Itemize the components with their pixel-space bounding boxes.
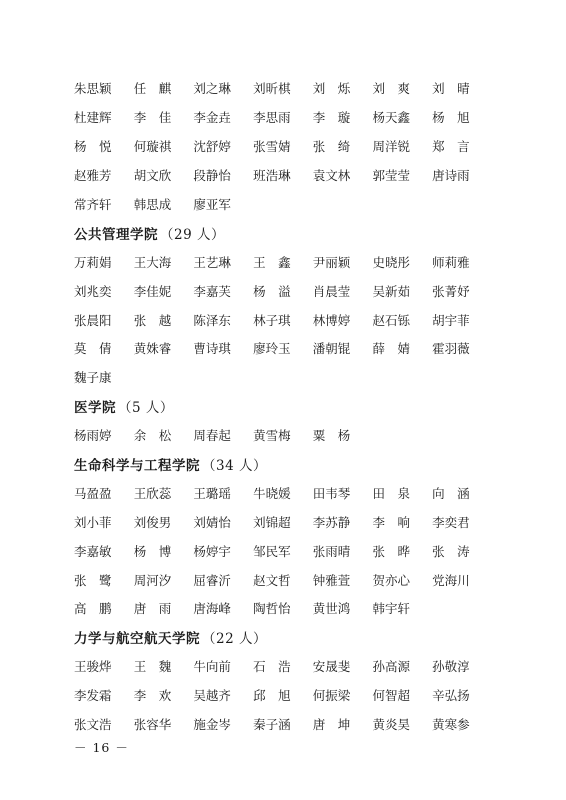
student-name: 石 浩 — [253, 659, 291, 675]
student-name: 张 涛 — [432, 543, 470, 559]
section-title — [74, 392, 514, 421]
section-count: （5 人） — [118, 400, 174, 417]
student-name: 杨 博 — [133, 543, 172, 559]
student-name: 施金岑 — [193, 717, 231, 733]
student-name: 魏子康 — [74, 370, 112, 386]
names-row — [74, 276, 514, 305]
student-name: 屈睿沂 — [193, 572, 231, 588]
student-name: 陶哲怡 — [253, 601, 291, 617]
student-name: 钟雅萱 — [312, 572, 351, 588]
student-name: 李 佳 — [133, 110, 172, 126]
section-count: （29 人） — [160, 226, 225, 243]
student-name: 刘 晴 — [432, 81, 470, 97]
student-name: 潘朝锟 — [312, 341, 351, 357]
student-name: 刘 爽 — [372, 81, 410, 97]
student-name: 王骏烨 — [74, 659, 112, 675]
student-name: 刘之琳 — [193, 81, 231, 97]
names-row — [74, 565, 514, 594]
student-name: 陈泽东 — [193, 312, 231, 328]
names-row — [74, 334, 514, 363]
student-name: 周春起 — [193, 428, 231, 444]
student-name: 黄世鸿 — [312, 601, 351, 617]
student-name: 刘锦超 — [253, 514, 291, 530]
student-name: 任 麒 — [133, 81, 172, 97]
student-name: 张菁妤 — [432, 283, 470, 299]
page-number: － 16 － — [74, 740, 129, 755]
names-row — [74, 421, 514, 450]
student-name: 李 欢 — [133, 688, 172, 704]
student-name: 李嘉敏 — [74, 543, 112, 559]
student-name: 莫 倩 — [74, 341, 112, 357]
student-name: 李佳妮 — [133, 283, 172, 299]
student-name: 吴越齐 — [193, 688, 231, 704]
student-name: 唐诗雨 — [432, 168, 470, 184]
student-name: 薛 婧 — [372, 341, 410, 357]
student-name: 林子琪 — [253, 312, 291, 328]
names-row — [74, 363, 514, 392]
student-name: 廖亚军 — [193, 197, 231, 212]
student-name: 张 越 — [133, 312, 172, 328]
student-name: 赵雅芳 — [74, 168, 112, 184]
student-name: 唐 雨 — [133, 601, 172, 617]
student-name: 张容华 — [133, 717, 172, 733]
student-name: 何振梁 — [312, 688, 351, 704]
student-name: 郭莹莹 — [372, 168, 410, 184]
student-name: 常齐轩 — [74, 197, 112, 212]
names-row — [74, 132, 514, 161]
student-name: 刘兆奕 — [74, 283, 112, 299]
student-name: 张雪婧 — [253, 139, 291, 155]
student-name: 杨婷宇 — [193, 543, 231, 559]
student-name: 杨 悦 — [74, 139, 112, 155]
student-name: 吴新茹 — [372, 283, 410, 299]
student-name: 刘俊男 — [133, 514, 172, 530]
section-name: 医学院 — [74, 400, 116, 417]
student-name: 李苏静 — [312, 514, 351, 530]
student-name: 王 鑫 — [253, 254, 291, 270]
student-name: 王艺琳 — [193, 254, 231, 270]
student-name: 周河汐 — [133, 572, 172, 588]
student-name: 唐海峰 — [193, 601, 231, 617]
student-name: 周洋锐 — [372, 139, 410, 155]
student-name: 沈舒婷 — [193, 139, 231, 155]
student-name: 刘小菲 — [74, 514, 112, 530]
names-row — [74, 161, 514, 190]
student-name: 朱思颖 — [74, 81, 112, 97]
student-name: 刘婧怡 — [193, 514, 231, 530]
student-name: 霍羽薇 — [432, 341, 470, 357]
student-name: 赵文哲 — [253, 572, 291, 588]
student-name: 张雨晴 — [312, 543, 351, 559]
student-name: 王 魏 — [133, 659, 172, 675]
section-name: 力学与航空航天学院 — [74, 631, 200, 648]
student-name: 李奕君 — [432, 514, 470, 530]
student-name: 曹诗琪 — [193, 341, 231, 357]
student-name: 张文浩 — [74, 717, 112, 733]
student-name: 李嘉芙 — [193, 283, 231, 299]
student-name: 杨 溢 — [253, 283, 291, 299]
student-name: 李 璇 — [312, 110, 351, 126]
names-row — [74, 478, 514, 507]
student-name: 粟 杨 — [312, 428, 351, 444]
section-title — [74, 623, 514, 652]
student-name: 马盈盈 — [74, 485, 112, 501]
student-name: 张 绮 — [312, 139, 351, 155]
student-name: 邱 旭 — [253, 688, 291, 704]
section-name: 生命科学与工程学院 — [74, 458, 200, 475]
student-name: 张 鹭 — [74, 572, 112, 588]
student-name: 黄寒参 — [432, 717, 470, 733]
student-name: 余 松 — [133, 428, 172, 444]
student-name: 廖玲玉 — [253, 341, 291, 357]
student-name: 杨天鑫 — [372, 110, 410, 126]
names-row — [74, 247, 514, 276]
names-row — [74, 507, 514, 536]
student-name: 牛晓媛 — [253, 485, 291, 501]
student-name: 辛弘扬 — [432, 688, 470, 704]
names-row — [74, 190, 514, 219]
student-name: 何智超 — [372, 688, 410, 704]
section-count: （34 人） — [202, 458, 267, 475]
student-name: 刘昕棋 — [253, 81, 291, 97]
student-name: 李金垚 — [193, 110, 231, 126]
student-name: 韩宇轩 — [372, 601, 410, 617]
student-name: 王璐瑶 — [193, 485, 231, 501]
student-name: 田韦琴 — [312, 485, 351, 501]
student-name: 万莉娟 — [74, 254, 112, 270]
student-name: 杜建辉 — [74, 110, 112, 126]
names-row — [74, 103, 514, 132]
student-name: 袁文林 — [312, 168, 351, 184]
section-title — [74, 218, 514, 247]
names-row — [74, 710, 514, 739]
student-name: 肖晨莹 — [312, 283, 351, 299]
section-count: （22 人） — [202, 631, 267, 648]
student-name: 秦子涵 — [253, 717, 291, 733]
student-name: 尹丽颖 — [312, 254, 351, 270]
student-name: 王欣蕊 — [133, 485, 172, 501]
student-name: 孙敬淳 — [432, 659, 470, 675]
student-name: 何璇祺 — [133, 139, 172, 155]
names-row — [74, 594, 514, 623]
student-name: 田 泉 — [372, 485, 410, 501]
student-name: 杨雨婷 — [74, 428, 112, 444]
names-row — [74, 305, 514, 334]
student-name: 杨 旭 — [432, 110, 470, 126]
student-name: 贺亦心 — [372, 572, 410, 588]
student-name: 郑 言 — [432, 139, 470, 155]
student-name: 班浩琳 — [253, 168, 291, 184]
student-name: 林博婷 — [312, 312, 351, 328]
names-row — [74, 536, 514, 565]
student-name: 向 涵 — [432, 485, 470, 501]
award-list — [74, 74, 514, 738]
student-name: 黄姝睿 — [133, 341, 172, 357]
student-name: 唐 坤 — [312, 717, 351, 733]
student-name: 高 鹏 — [74, 601, 112, 617]
names-row — [74, 681, 514, 710]
student-name: 胡文欣 — [133, 168, 172, 184]
student-name: 黄雪梅 — [253, 428, 291, 444]
student-name: 师莉雅 — [432, 254, 470, 270]
student-name: 邹民军 — [253, 543, 291, 559]
student-name: 党海川 — [432, 572, 470, 588]
student-name: 段静怡 — [193, 168, 231, 184]
student-name: 韩思成 — [133, 197, 172, 212]
student-name: 王大海 — [133, 254, 172, 270]
student-name: 李发霜 — [74, 688, 112, 704]
section-title — [74, 450, 514, 479]
student-name: 张晨阳 — [74, 312, 112, 328]
student-name: 孙高源 — [372, 659, 410, 675]
names-row — [74, 74, 514, 103]
student-name: 黄炎昊 — [372, 717, 410, 733]
student-name: 安晟斐 — [312, 659, 351, 675]
student-name: 李 响 — [372, 514, 410, 530]
student-name: 张 晔 — [372, 543, 410, 559]
student-name: 胡宇菲 — [432, 312, 470, 328]
student-name: 牛向前 — [193, 659, 231, 675]
student-name: 李思雨 — [253, 110, 291, 126]
student-name: 赵石铄 — [372, 312, 410, 328]
section-name: 公共管理学院 — [74, 226, 158, 243]
student-name: 刘 烁 — [312, 81, 351, 97]
student-name: 史晓彤 — [372, 254, 410, 270]
names-row — [74, 652, 514, 681]
